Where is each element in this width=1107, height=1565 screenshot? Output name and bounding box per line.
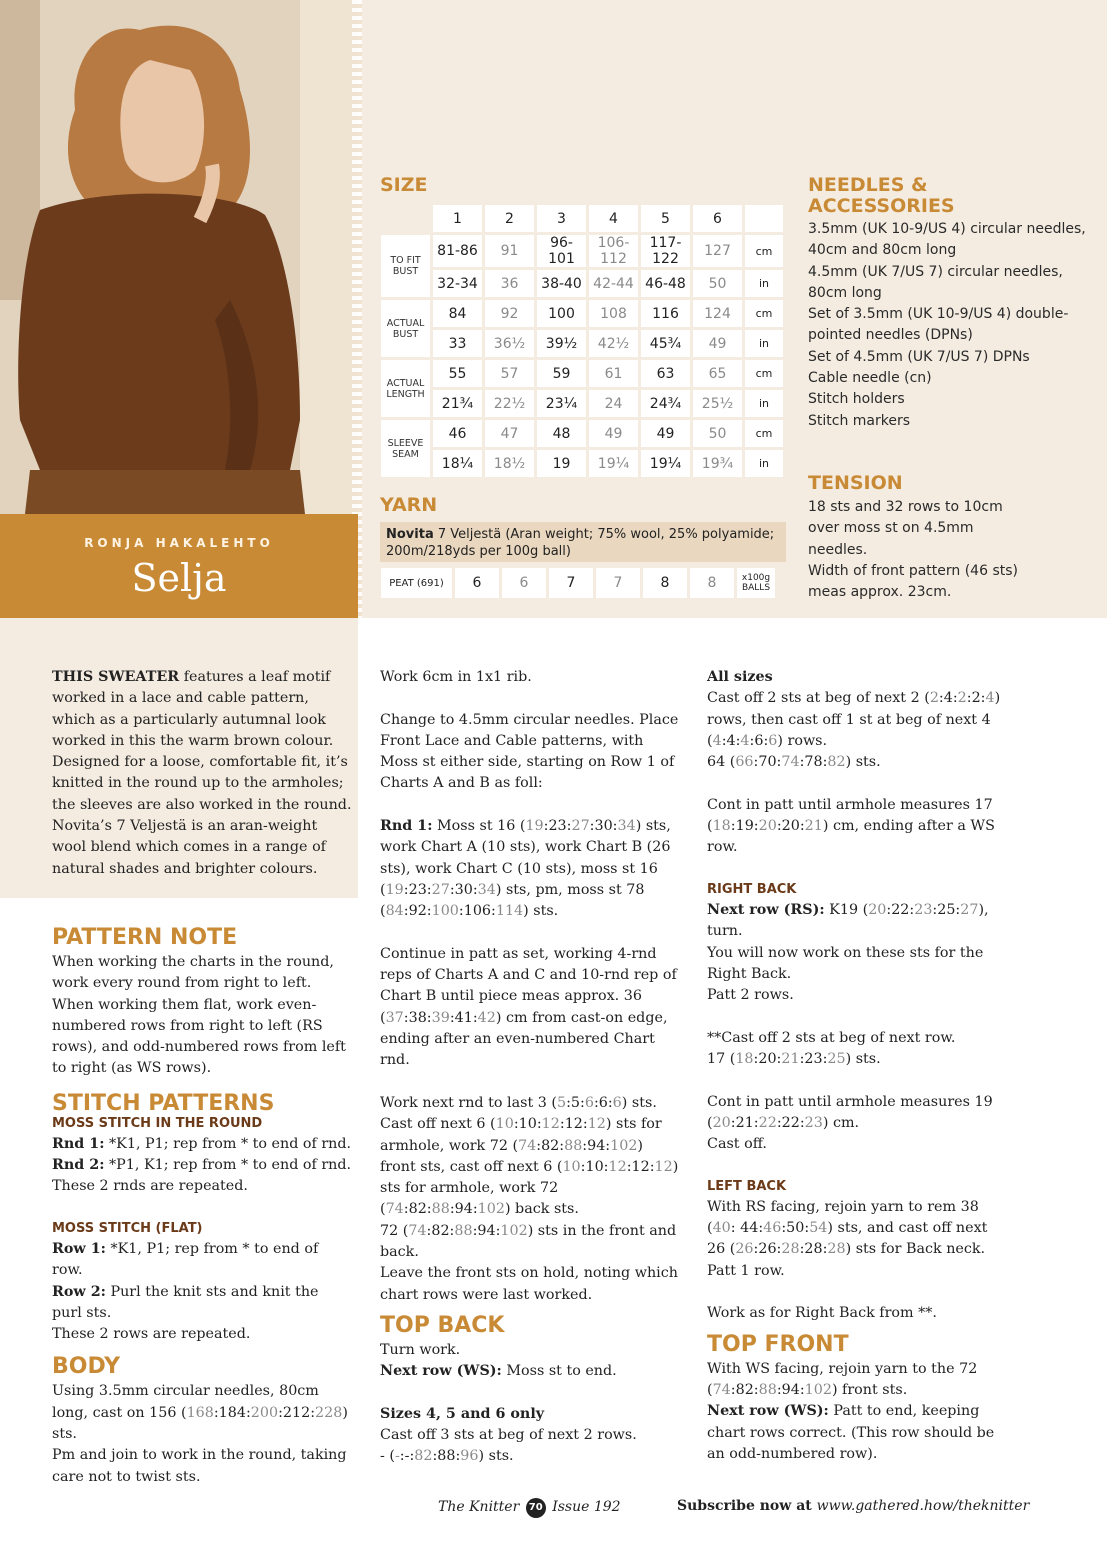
sleeve-seam-in-row [381,450,783,477]
yarn-quantity-table [378,565,778,601]
row-2-label: Row 2: [52,1283,106,1300]
flat-repeat: These 2 rows are repeated. [52,1326,251,1343]
value-cell: 127 [693,235,742,267]
value-cell: 46 [433,420,482,447]
rnd-2-body: *P1, K1; rep from * to end of rnd. [104,1157,352,1174]
tension-text [808,497,1018,603]
value-cell: 49 [641,420,690,447]
right-back-patt: Patt 2 rows. [707,987,794,1004]
value-cell: 47 [485,420,534,447]
yarn-description [380,522,786,562]
value-cell: 36½ [485,330,534,357]
stitch-patterns-heading: STITCH PATTERNS [52,1090,275,1116]
footer-subscribe [677,1498,1029,1514]
value-cell: 33 [433,330,482,357]
top-front-rejoin: With WS facing, rejoin yarn to the 72 (74:82:88:94:102) front sts. [707,1360,978,1398]
pattern-title: Selja [131,556,227,600]
sizes-456-cast-off: Cast off 3 sts at beg of next 2 rows. [380,1427,637,1444]
value-cell: 25½ [693,390,742,417]
body-cast-on: Using 3.5mm circular needles, 80cm long, cast on 156 (168:184:200:212:228) sts. [52,1383,348,1443]
all-sizes-cast-off: Cast off 2 sts at beg of next 2 (2:4:2:2:4) rows, then cast off 1 st at beg of next 4 (4:4:4:6:6) rows. [707,690,1001,749]
rnd-1-body: *K1, P1; rep from * to end of rnd. [104,1135,352,1152]
leave-front-sts: Leave the front sts on hold, noting which chart rows were last worked. [380,1265,678,1303]
value-cell: 50 [693,270,742,297]
value-cell: 19 [537,450,586,477]
sleeve-seam-cm-row [381,420,783,447]
intro-lead: THIS SWEATER [52,669,180,685]
value-cell: 65 [693,360,742,387]
intro-paragraph [52,667,352,880]
value-cell: 48 [537,420,586,447]
page-number: 70 [526,1498,546,1518]
size-header-row [381,205,783,232]
change-needles: Change to 4.5mm circular needles. Place Front Lace and Cable patterns, with Moss st either side, starting on Row 1 of Charts A and B as foll: [380,711,679,792]
needles-section [808,175,1098,432]
rnd-1-text [52,1134,352,1155]
top-back-next-row: Next row (WS): Moss st to end. [380,1363,617,1380]
rib-instruction: Work 6cm in 1x1 rib. [380,669,532,685]
size-col: 3 [537,205,586,232]
right-back-next-row: Next row (RS): K19 (20:22:23:25:27), turn. [707,901,989,940]
row-1-label: Row 1: [52,1240,106,1257]
designer-name: RONJA HAKALEHTO [84,536,274,550]
top-front-heading: TOP FRONT [707,1331,849,1357]
subscribe-text: Subscribe now at [677,1498,817,1514]
value-cell: 19¼ [641,450,690,477]
rnd-2-label: Rnd 2: [52,1157,105,1174]
row-2-text [52,1282,352,1325]
value-cell: 49 [589,420,638,447]
left-back-patt: Patt 1 row. [707,1262,785,1279]
ball-count: 8 [690,568,734,598]
unit-cell: in [745,450,783,477]
size-corner [381,205,430,232]
needle-item: Stitch markers [808,412,911,429]
needle-item: Cable needle (cn) [808,370,932,387]
tension-heading: TENSION [808,472,903,494]
size-col: 5 [641,205,690,232]
value-cell: 108 [589,300,638,327]
value-cell: 38-40 [537,270,586,297]
size-col: 2 [485,205,534,232]
unit-cell: in [745,330,783,357]
to-fit-bust-in-row [381,270,783,297]
ball-unit: x100g BALLS [737,568,775,598]
yarn-heading: YARN [380,494,438,516]
row-2-body: Purl the knit sts and knit the purl sts. [52,1283,319,1321]
size-table [378,202,786,480]
tension-section [808,473,1098,603]
tension-line: 18 sts and 32 rows to 10cm over moss st on 4.5mm needles. [808,499,1003,558]
value-cell: 55 [433,360,482,387]
yarn-shade: PEAT (691) [381,568,452,598]
row-label: SLEEVE SEAM [381,420,430,477]
intro-text: features a leaf motif worked in a lace and cable pattern, which as a particularly autumnal look worked in this the warm brown colour. Designed for a loose, comfortable fit, it’s knitted in the round up to the armholes; the sleeves are also worked in the round. Novita’s 7 Veljestä is an aran-weight wool blend which comes in a range of natural shades and brighter colours. [52,669,352,877]
rnd-2-text [52,1155,352,1176]
row-label: TO FIT BUST [381,235,430,297]
ball-count: 7 [596,568,640,598]
value-cell: 81-86 [433,235,482,267]
unit-cell [745,205,783,232]
needle-item: Set of 3.5mm (UK 10-9/US 4) double-pointed needles (DPNs) [808,306,1069,344]
title-block [0,514,358,618]
unit-cell: cm [745,300,783,327]
column-1 [52,667,352,1488]
value-cell: 24¾ [641,390,690,417]
needles-heading: NEEDLES & ACCESSORIES [808,174,955,217]
armhole-measure: Cont in patt until armhole measures 17 (18:19:20:20:21) cm, ending after a WS row. [707,796,995,856]
right-back-cast-off-final: Cast off. [707,1136,767,1153]
needle-item: 3.5mm (UK 10-9/US 4) circular needles, 40cm and 80cm long [808,221,1086,259]
actual-bust-in-row [381,330,783,357]
tension-line: Width of front pattern (46 sts) meas approx. 23cm. [808,562,1018,601]
row-label: ACTUAL BUST [381,300,430,357]
needle-item: 4.5mm (UK 7/US 7) circular needles, 80cm long [808,263,1063,301]
rnd-1-label: Rnd 1: [52,1135,105,1152]
value-cell: 59 [537,360,586,387]
value-cell: 63 [641,360,690,387]
value-cell: 92 [485,300,534,327]
value-cell: 18½ [485,450,534,477]
ball-count: 7 [549,568,593,598]
top-back-heading: TOP BACK [380,1312,505,1338]
value-cell: 18¼ [433,450,482,477]
row-1-body: *K1, P1; rep from * to end of row. [52,1240,319,1279]
actual-bust-cm-row [381,300,783,327]
value-cell: 106-112 [589,235,638,267]
needles-list [808,219,1098,432]
column-2 [380,667,680,1468]
right-back-armhole: Cont in patt until armhole measures 19 (20:21:22:22:23) cm. [707,1093,993,1131]
top-front-next-row: Next row (WS): Patt to end, keeping chart rows correct. (This row should be an odd-numbered row). [707,1403,995,1462]
needle-item: Stitch holders [808,391,905,408]
actual-length-in-row [381,390,783,417]
yarn-quantity-row [381,568,775,598]
value-cell: 32-34 [433,270,482,297]
unit-cell: in [745,390,783,417]
right-back-sts: 17 (18:20:21:23:25) sts. [707,1051,881,1068]
all-sizes-heading: All sizes [707,669,773,685]
value-cell: 45¾ [641,330,690,357]
right-back-note: You will now work on these sts for the Right Back. [707,944,984,982]
value-cell: 57 [485,360,534,387]
value-cell: 24 [589,390,638,417]
value-cell: 19¼ [589,450,638,477]
front-back-sts: 72 (74:82:88:94:102) sts in the front and back. [380,1222,677,1261]
pattern-note-text: When working the charts in the round, work every round from right to left. When working them flat, work even-numbered rows from right to left (RS rows), and odd-numbered rows from left to right (as WS rows). [52,953,346,1077]
size-heading: SIZE [380,174,428,196]
moss-flat-heading: MOSS STITCH (FLAT) [52,1220,203,1236]
size-col: 6 [693,205,742,232]
body-rnd-1: Rnd 1: Moss st 16 (19:23:27:30:34) sts, work Chart A (10 sts), work Chart B (26 sts), work Chart C (10 sts), moss st 16 (19:23:27:30:34) sts, pm, moss st 78 (84:92:100:106:114) sts. [380,818,671,920]
unit-cell: cm [745,420,783,447]
value-cell: 91 [485,235,534,267]
value-cell: 21¾ [433,390,482,417]
right-back-cast-off: **Cast off 2 sts at beg of next row. [707,1029,956,1046]
size-col: 1 [433,205,482,232]
value-cell: 46-48 [641,270,690,297]
value-cell: 23¼ [537,390,586,417]
value-cell: 84 [433,300,482,327]
round-repeat: These 2 rnds are repeated. [52,1178,248,1195]
value-cell: 61 [589,360,638,387]
right-back-heading: RIGHT BACK [707,881,797,897]
value-cell: 42-44 [589,270,638,297]
issue-number: Issue 192 [552,1499,621,1515]
pattern-note-heading: PATTERN NOTE [52,924,238,950]
subscribe-link[interactable]: www.gathered.how/theknitter [816,1498,1030,1514]
moss-round-heading: MOSS STITCH IN THE ROUND [52,1115,263,1131]
model-photo [0,0,358,514]
value-cell: 39½ [537,330,586,357]
armhole-cast-off: Cast off next 6 (10:10:12:12:12) sts for armhole, work 72 (74:82:88:94:102) front sts, cast off next 6 (10:10:12:12:12) sts for armhole, work 72 (74:82:88:94:102) back sts. [380,1116,679,1218]
all-sizes-sts: 64 (66:70:74:78:82) sts. [707,754,881,771]
footer-magazine [438,1498,621,1518]
value-cell: 117-122 [641,235,690,267]
to-fit-bust-cm-row [381,235,783,267]
turn-work: Turn work. [380,1341,461,1358]
ball-count: 6 [455,568,499,598]
column-3 [707,667,1007,1465]
yarn-details: 7 Veljestä (Aran weight; 75% wool, 25% polyamide; 200m/218yds per 100g ball) [386,527,775,559]
unit-cell: cm [745,235,783,267]
value-cell: 124 [693,300,742,327]
unit-cell: cm [745,360,783,387]
value-cell: 42½ [589,330,638,357]
value-cell: 22½ [485,390,534,417]
yarn-brand: Novita [386,527,434,542]
continue-patt: Continue in patt as set, working 4-rnd reps of Charts A and C and 10-rnd rep of Chart B until piece meas approx. 36 (37:38:39:41:42) cm from cast-on edge, ending after an even-numbered Chart rnd. [380,945,677,1069]
unit-cell: in [745,270,783,297]
size-col: 4 [589,205,638,232]
value-cell: 116 [641,300,690,327]
magazine-name: The Knitter [438,1499,520,1515]
body-heading: BODY [52,1354,121,1380]
value-cell: 19¾ [693,450,742,477]
left-back-work-as: Work as for Right Back from **. [707,1305,937,1322]
row-label: ACTUAL LENGTH [381,360,430,417]
sizes-456-sts: - (-:-:82:88:96) sts. [380,1448,514,1465]
row-1-text [52,1239,352,1282]
ball-count: 8 [643,568,687,598]
value-cell: 36 [485,270,534,297]
needle-item: Set of 4.5mm (UK 7/US 7) DPNs [808,348,1030,365]
left-back-rejoin: With RS facing, rejoin yarn to rem 38 (40: 44:46:50:54) sts, and cast off next 26 (26:26:28:28:28) sts for Back neck. [707,1198,988,1258]
sizes-456-heading: Sizes 4, 5 and 6 only [380,1405,545,1422]
left-back-heading: LEFT BACK [707,1178,787,1194]
body-join: Pm and join to work in the round, taking care not to twist sts. [52,1447,347,1485]
work-next-rnd: Work next rnd to last 3 (5:5:6:6:6) sts. [380,1094,657,1111]
value-cell: 49 [693,330,742,357]
value-cell: 50 [693,420,742,447]
actual-length-cm-row [381,360,783,387]
value-cell: 100 [537,300,586,327]
value-cell: 96-101 [537,235,586,267]
ball-count: 6 [502,568,546,598]
